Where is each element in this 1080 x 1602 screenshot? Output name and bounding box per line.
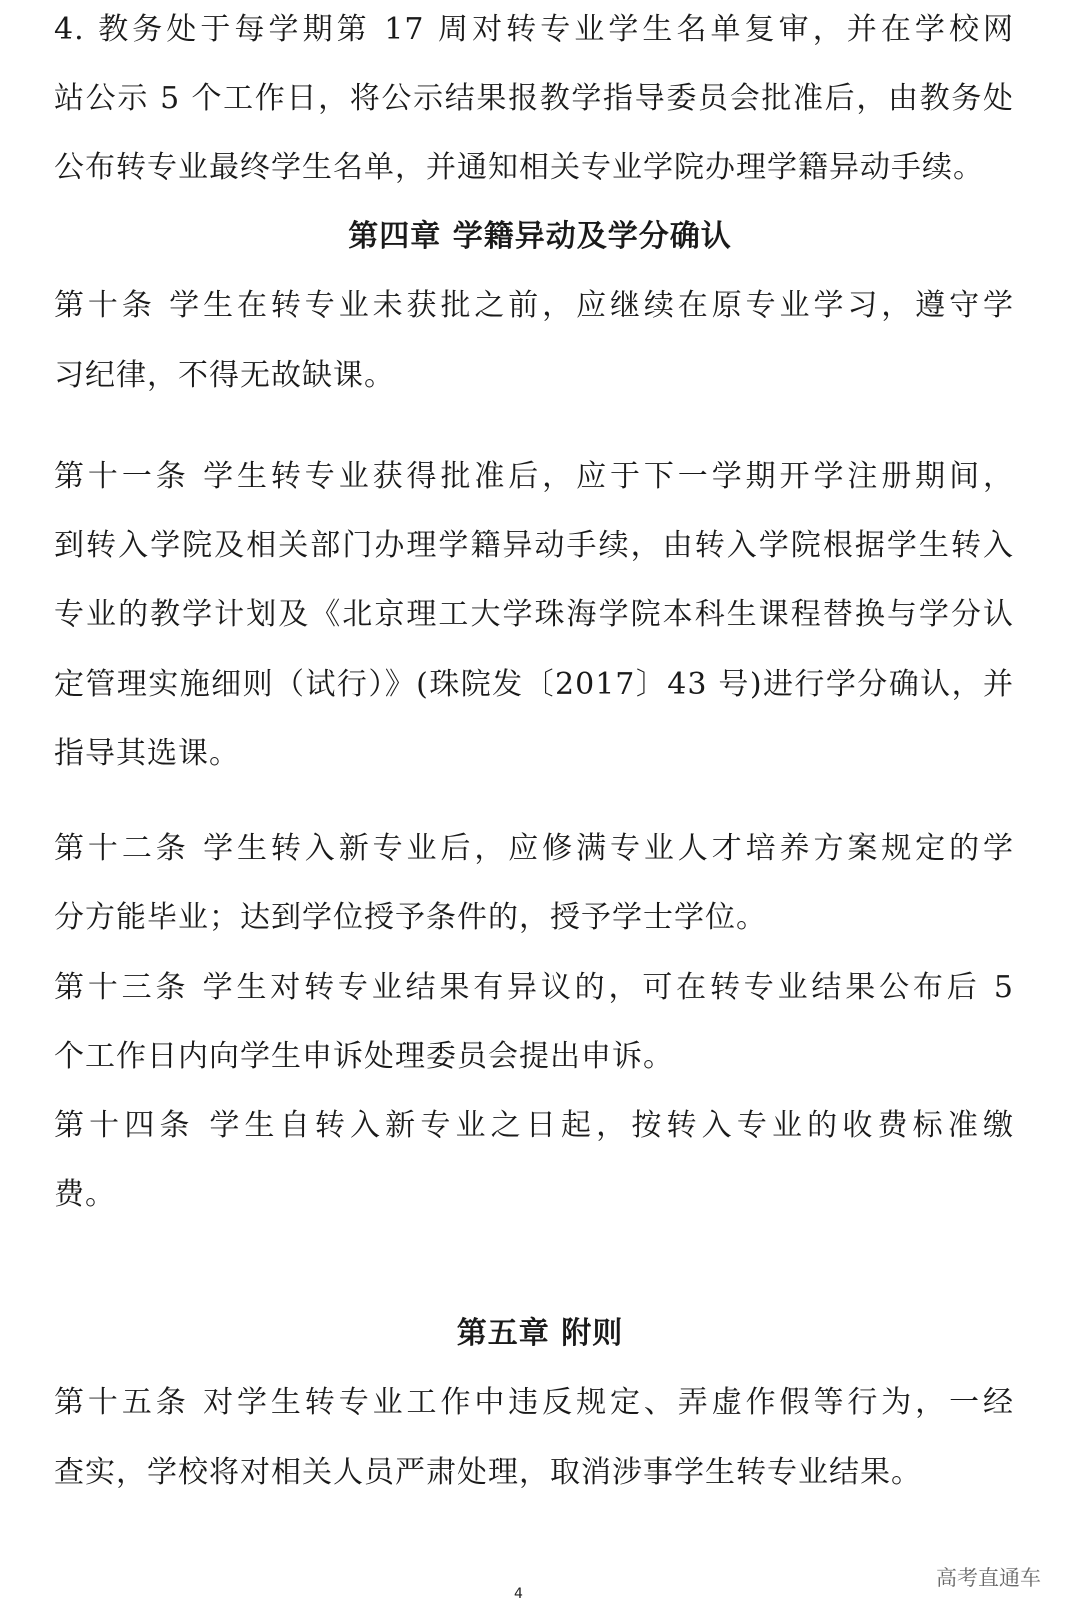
text-line: 第十五条 对学生转专业工作中违反规定、弄虚作假等行为，一经	[54, 1385, 1014, 1420]
text-line: 第十四条 学生自转入新专业之日起，按转入专业的收费标准缴	[54, 1108, 1014, 1143]
text-line: 公布转专业最终学生名单，并通知相关专业学院办理学籍异动手续。	[54, 150, 984, 185]
page-number: 4	[514, 1586, 523, 1602]
text-line: 费。	[54, 1177, 116, 1212]
text-line: 查实，学校将对相关人员严肃处理，取消涉事学生转专业结果。	[54, 1455, 922, 1490]
text-line: 定管理实施细则（试行）》(珠院发〔2017〕43 号)进行学分确认，并	[54, 667, 1014, 702]
watermark: 高考直通车	[936, 1566, 1041, 1590]
text-line: 第十二条 学生转入新专业后，应修满专业人才培养方案规定的学	[54, 831, 1014, 866]
text-line: 4. 教务处于每学期第 17 周对转专业学生名单复审，并在学校网	[54, 12, 1014, 47]
text-line: 分方能毕业；达到学位授予条件的，授予学士学位。	[54, 900, 767, 935]
text-line: 指导其选课。	[54, 736, 240, 771]
text-line: 个工作日内向学生申诉处理委员会提出申诉。	[54, 1039, 674, 1074]
text-line: 站公示 5 个工作日，将公示结果报教学指导委员会批准后，由教务处	[54, 81, 1014, 116]
text-line: 第十条 学生在转专业未获批之前，应继续在原专业学习，遵守学	[54, 288, 1014, 323]
chapter-heading: 第五章 附则	[456, 1316, 624, 1351]
text-line: 到转入学院及相关部门办理学籍异动手续，由转入学院根据学生转入	[54, 528, 1014, 563]
text-line: 专业的教学计划及《北京理工大学珠海学院本科生课程替换与学分认	[54, 597, 1014, 632]
text-line: 习纪律，不得无故缺课。	[54, 358, 395, 393]
chapter-heading: 第四章 学籍异动及学分确认	[348, 219, 732, 254]
text-line: 第十三条 学生对转专业结果有异议的，可在转专业结果公布后 5	[54, 970, 1014, 1005]
text-line: 第十一条 学生转专业获得批准后，应于下一学期开学注册期间，	[54, 459, 1014, 494]
